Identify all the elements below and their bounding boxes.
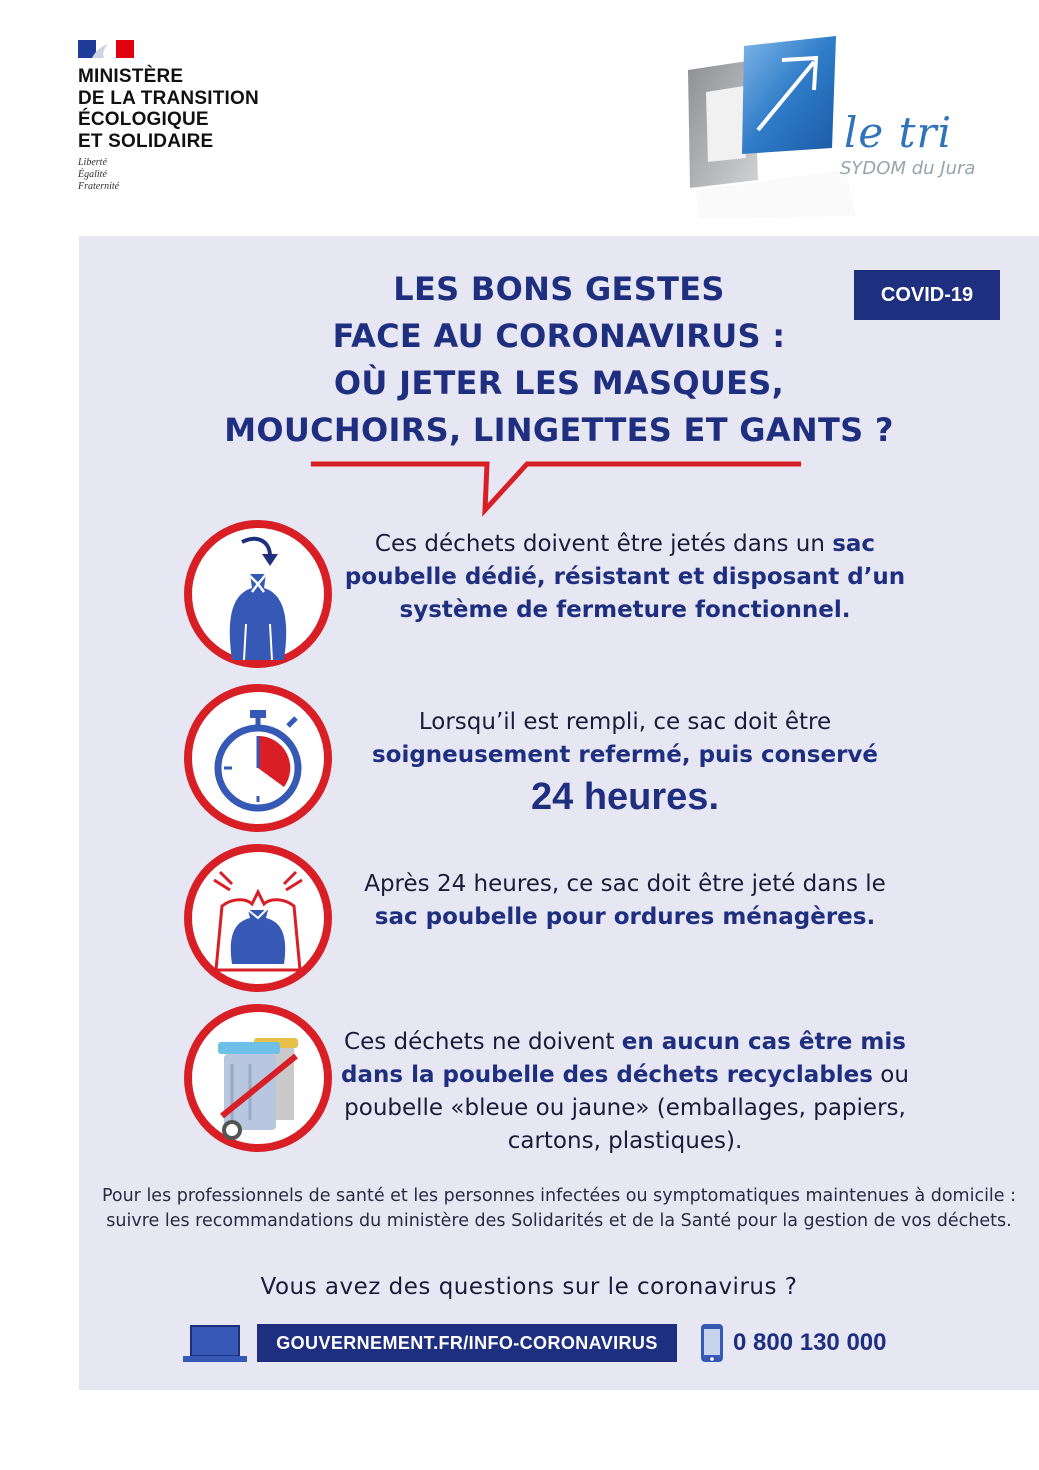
step-text-1 [341,528,909,627]
sydom-subtitle: SYDOM du Jura [840,158,976,179]
motto-line: Fraternité [78,181,120,192]
crossed-recycling-bin-icon [184,1004,332,1152]
step-text-normal: Après 24 heures, ce sac doit être jeté dans le [364,871,886,897]
step-text-normal: ou poubelle «bleue ou jaune» (emballages, papiers, cartons, plastiques). [344,1062,909,1154]
marianne-flag-icon [78,40,134,58]
questions-heading: Vous avez des questions sur le coronavirus ? [260,1274,798,1300]
step-text-bold: sac poubelle pour ordures ménagères. [374,904,876,930]
step-text-bold: en aucun cas être mis dans la poubelle des déchets recyclables [341,1029,906,1088]
ministry-name [78,66,259,152]
laptop-icon [183,1324,247,1364]
hours-highlight: 24 heures. [531,776,719,818]
step-text-4 [341,1026,909,1158]
sealed-bag-icon [184,520,332,668]
info-website-link[interactable]: GOUVERNEMENT.FR/INFO-CORONAVIRUS [257,1324,677,1362]
health-professionals-note: Pour les professionnels de santé et les personnes infectées ou symptomatiques maintenues à domicile : suivre les recommandations du ministère des Solidarités et de la Santé pour la gestion de vos déchets. [101,1186,1017,1231]
step-text-bold: sac poubelle dédié, résistant et disposant d’un système de fermeture fonctionnel. [344,531,906,623]
stopwatch-icon [184,684,332,832]
bag-in-bag-icon [184,844,332,992]
ministry-line: ÉCOLOGIQUE [78,109,209,130]
mobile-phone-icon [699,1322,725,1364]
hotline-number[interactable]: 0 800 130 000 [733,1329,887,1356]
sydom-logo [686,30,1006,220]
title-line: FACE AU CORONAVIRUS : [332,317,786,355]
title-line: OÙ JETER LES MASQUES, [333,364,785,402]
letri-wordmark: le tri [844,108,953,157]
title-line: MOUCHOIRS, LINGETTES ET GANTS ? [224,411,894,449]
step-text-normal: Ces déchets ne doivent [344,1029,622,1055]
covid-badge: COVID-19 [854,270,1000,320]
ministry-logo [78,40,259,193]
title-line: LES BONS GESTES [393,270,725,308]
ministry-line: MINISTÈRE [78,66,184,87]
step-text-normal: Ces déchets doivent être jetés dans un [374,531,833,557]
step-text-2 [341,706,909,822]
motto-line: Liberté [78,157,107,168]
speech-bubble-underline [307,458,807,518]
step-text-bold: soigneusement refermé, puis conservé [371,742,879,768]
ministry-line: DE LA TRANSITION [78,87,259,109]
step-text-3 [341,868,909,934]
republic-motto [78,157,259,193]
ministry-line: ET SOLIDAIRE [78,130,214,152]
poster-title [119,266,999,454]
covid-poster [79,236,1039,1390]
motto-line: Égalité [78,169,107,180]
step-text-normal: Lorsqu’il est rempli, ce sac doit être [418,709,832,735]
